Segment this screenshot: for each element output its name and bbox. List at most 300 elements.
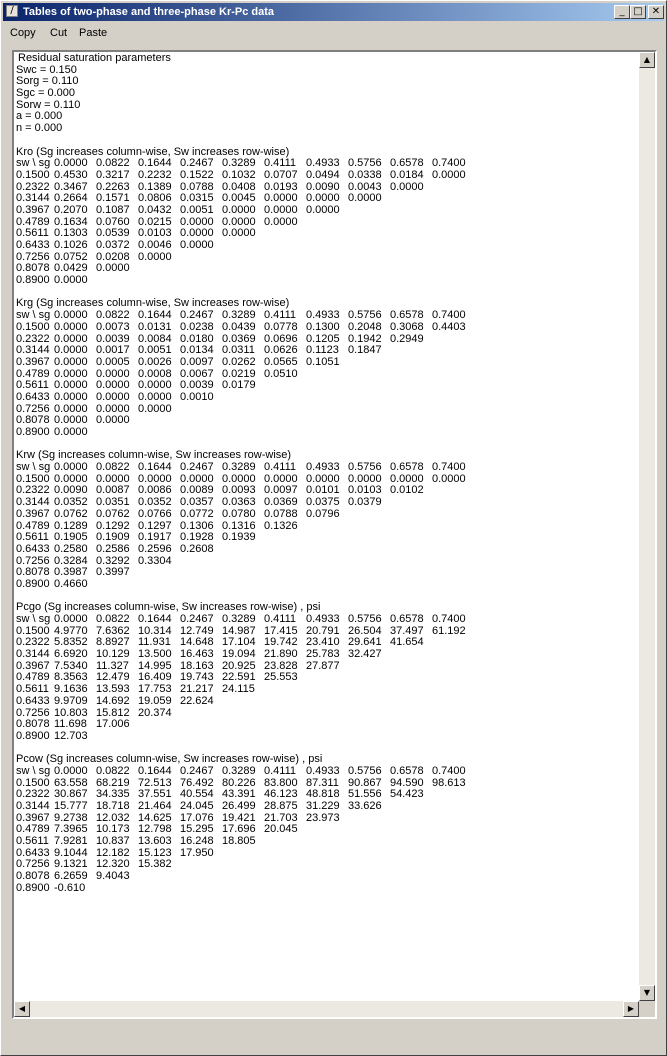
table-cell: 0.0379 (348, 496, 382, 509)
table-cell: 12.798 (138, 823, 172, 836)
scroll-down-icon[interactable]: ▼ (639, 985, 655, 1001)
table-cell: 0.0352 (138, 496, 172, 509)
table-cell: 0.0208 (96, 250, 130, 263)
table-cell: 0.7400 (432, 157, 466, 170)
table-cell: 0.0565 (264, 355, 298, 368)
table-cell: 41.654 (390, 636, 424, 649)
table-cell: 11.327 (96, 659, 129, 672)
table-cell: 18.163 (180, 659, 214, 672)
table-cell: 0.0000 (222, 215, 256, 228)
table-cell: 0.0000 (390, 180, 424, 193)
table-row (16, 883, 638, 895)
table-cell: 43.391 (222, 788, 256, 801)
table-cell: 15.295 (180, 823, 214, 836)
row-label: 0.1500 (16, 776, 50, 789)
table-cell: 80.226 (222, 776, 256, 789)
table-cell: 0.2232 (138, 168, 172, 181)
table-cell: 0.3068 (390, 320, 424, 333)
row-label: 0.5611 (16, 683, 49, 696)
table-cell: 14.692 (96, 694, 130, 707)
table-cell: 0.0184 (390, 168, 424, 181)
table-cell: 25.553 (264, 671, 298, 684)
table-cell: 8.8927 (96, 636, 130, 649)
table-cell: 0.1389 (138, 180, 172, 193)
table-cell: 68.219 (96, 776, 130, 789)
table-cell: 27.877 (306, 659, 340, 672)
table-header-row (16, 766, 638, 778)
table-cell: 0.0051 (180, 203, 214, 216)
table-cell: 0.0788 (180, 180, 214, 193)
table-cell: 0.2586 (96, 542, 130, 555)
table-cell: 0.1087 (96, 203, 130, 216)
table-cell: 15.777 (54, 800, 88, 812)
table-cell: 0.0051 (138, 344, 172, 357)
table-cell: 0.0000 (222, 227, 256, 240)
table-cell: 7.9281 (54, 835, 88, 848)
row-label: 0.3967 (16, 203, 50, 216)
scroll-left-icon[interactable]: ◀ (14, 1001, 30, 1017)
table-cell: 0.1909 (96, 531, 130, 544)
table-cell: 17.696 (222, 823, 256, 836)
table-cell: 0.1644 (138, 461, 172, 474)
table-row (16, 427, 638, 439)
row-label: 0.8078 (16, 718, 50, 731)
table-cell: 12.703 (54, 729, 88, 742)
scroll-right-icon[interactable]: ▶ (623, 1001, 639, 1017)
table-row (16, 801, 638, 813)
table-cell: 0.0766 (138, 507, 172, 520)
table-cell: 4.9770 (54, 624, 88, 637)
status-bar (3, 1027, 664, 1053)
scroll-up-icon[interactable]: ▲ (639, 52, 655, 68)
table-cell: 16.463 (180, 648, 214, 661)
table-row (16, 649, 638, 661)
row-label: sw \ sg (16, 461, 51, 474)
table-cell: 0.0005 (96, 355, 130, 368)
table-cell: 0.0822 (96, 764, 130, 777)
table-cell: 20.045 (264, 823, 298, 836)
table-cell: 0.0000 (96, 379, 130, 392)
table-cell: 54.423 (390, 788, 424, 801)
table-cell: 0.5756 (348, 157, 382, 170)
table-cell: 0.0351 (96, 496, 130, 509)
row-label: 0.6433 (16, 542, 50, 555)
table-cell: 0.0780 (222, 507, 256, 520)
table-cell: 24.045 (180, 800, 214, 812)
menu-copy[interactable]: Copy (10, 27, 36, 39)
table-cell: -0.610 (54, 881, 86, 894)
row-label: 0.8078 (16, 262, 50, 275)
table-cell: 0.0046 (138, 239, 172, 251)
row-label: 0.4789 (16, 823, 50, 836)
table-cell: 0.1644 (138, 764, 172, 777)
table-cell: 0.0219 (222, 367, 256, 380)
table-cell: 0.0000 (54, 472, 88, 485)
row-label: 0.8900 (16, 426, 50, 438)
table-cell: 0.0000 (54, 613, 88, 625)
table-cell: 12.032 (96, 811, 130, 824)
table-cell: 0.0026 (138, 355, 172, 368)
table-cell: 0.0000 (138, 250, 172, 263)
table-cell: 0.0262 (222, 355, 256, 368)
row-label: 0.4789 (16, 367, 50, 380)
table-row (16, 240, 638, 252)
table-cell: 21.217 (180, 683, 214, 696)
table-cell: 0.0000 (222, 472, 256, 485)
table-cell: 0.0134 (180, 344, 214, 357)
table-cell: 0.0707 (264, 168, 298, 181)
table-cell: 14.648 (180, 636, 214, 649)
table-row (16, 205, 638, 217)
row-label: 0.7256 (16, 858, 50, 871)
table-cell: 0.0000 (138, 402, 172, 415)
table-cell: 0.0000 (222, 203, 256, 216)
table-cell: 0.0010 (180, 390, 214, 403)
row-label: 0.3144 (16, 648, 50, 661)
table-cell: 0.0102 (390, 484, 424, 497)
table-cell: 0.1571 (96, 192, 130, 205)
table-cell: 0.0000 (96, 414, 130, 427)
row-label: 0.2322 (16, 636, 50, 649)
close-button[interactable]: ✕ (648, 5, 664, 19)
table-row (16, 170, 638, 182)
table-cell: 0.0822 (96, 309, 130, 322)
table-cell: 0.0806 (138, 192, 172, 205)
table-cell: 0.0131 (138, 320, 172, 333)
table-cell: 24.115 (222, 683, 255, 696)
table-cell: 0.0752 (54, 250, 88, 263)
row-label: 0.1500 (16, 168, 50, 181)
text-view[interactable] (12, 50, 657, 1019)
table-cell: 29.641 (348, 636, 382, 649)
row-label: 0.4789 (16, 519, 50, 532)
table-cell: 10.129 (96, 648, 130, 661)
table-cell: 23.973 (306, 811, 340, 824)
table-cell: 10.314 (138, 624, 172, 637)
table-title: Pcow (Sg increases column-wise, Sw increases row-wise) , psi (16, 753, 323, 766)
table-cell: 15.382 (138, 858, 172, 871)
table-cell: 0.0000 (390, 472, 424, 485)
row-label: 0.6433 (16, 694, 50, 707)
table-cell: 0.3284 (54, 554, 88, 567)
table-cell: 0.0000 (264, 472, 298, 485)
table-cell: 0.1297 (138, 519, 172, 532)
row-label: 0.3144 (16, 496, 50, 509)
table-cell: 0.0097 (264, 484, 298, 497)
table-cell: 0.3217 (96, 168, 130, 181)
table-cell: 0.3289 (222, 613, 256, 625)
row-label: 0.3144 (16, 344, 50, 357)
table-cell: 17.753 (138, 683, 172, 696)
table-cell: 0.0000 (138, 472, 172, 485)
table-cell: 48.818 (306, 788, 340, 801)
table-row (16, 275, 638, 287)
table-cell: 0.1644 (138, 613, 172, 625)
table-cell: 0.0000 (264, 203, 298, 216)
table-title: Krw (Sg increases column-wise, Sw increases row-wise) (16, 449, 292, 462)
table-cell: 12.479 (96, 671, 130, 684)
row-label: 0.3144 (16, 800, 50, 812)
vertical-scrollbar[interactable] (639, 52, 655, 1001)
table-row (16, 696, 638, 708)
table-cell: 21.890 (264, 648, 298, 661)
table-cell: 0.0039 (96, 332, 130, 345)
table-cell: 21.464 (138, 800, 172, 812)
table-cell: 0.0796 (306, 507, 340, 520)
table-cell: 0.1292 (96, 519, 130, 532)
table-cell: 83.800 (264, 776, 298, 789)
residual-line: n = 0.000 (16, 122, 63, 135)
table-cell: 0.1205 (306, 332, 340, 345)
table-cell: 0.0090 (54, 484, 88, 497)
table-cell: 0.0000 (96, 367, 130, 380)
table-cell: 20.925 (222, 659, 256, 672)
table-cell: 0.0369 (222, 332, 256, 345)
table-cell: 0.1905 (54, 531, 88, 544)
table-row (16, 263, 638, 275)
row-label: 0.8900 (16, 274, 50, 287)
table-cell: 0.7400 (432, 764, 466, 777)
table-cell: 19.743 (180, 671, 214, 684)
row-label: 0.2322 (16, 484, 50, 497)
table-cell: 0.1847 (348, 344, 382, 357)
table-cell: 87.311 (306, 776, 339, 789)
residual-heading: Residual saturation parameters (18, 53, 171, 64)
table-cell: 0.0000 (54, 367, 88, 380)
table-cell: 0.0000 (54, 355, 88, 368)
table-cell: 10.803 (54, 706, 88, 719)
table-cell: 0.0000 (54, 274, 88, 287)
table-cell: 0.0238 (180, 320, 214, 333)
table-cell: 17.950 (180, 846, 214, 859)
minimize-button[interactable]: _ (614, 5, 630, 19)
row-label: 0.4789 (16, 215, 50, 228)
table-cell: 0.0000 (54, 461, 88, 474)
table-cell: 0.0408 (222, 180, 256, 193)
table-cell: 0.0822 (96, 461, 130, 474)
table-cell: 0.2664 (54, 192, 88, 205)
table-cell: 0.2949 (390, 332, 424, 345)
table-cell: 0.4111 (264, 309, 297, 322)
row-label: 0.6433 (16, 239, 50, 251)
row-label: 0.3967 (16, 811, 50, 824)
table-cell: 19.742 (264, 636, 298, 649)
table-cell: 26.499 (222, 800, 256, 812)
table-cell: 0.0369 (264, 496, 298, 509)
table-cell: 0.1928 (180, 531, 214, 544)
table-cell: 0.5756 (348, 309, 382, 322)
table-cell: 0.0000 (306, 203, 340, 216)
table-cell: 0.0089 (180, 484, 214, 497)
table-cell: 0.1942 (348, 332, 382, 345)
table-cell: 0.0315 (180, 192, 214, 205)
table-cell: 9.2738 (54, 811, 88, 824)
table-cell: 0.0193 (264, 180, 298, 193)
blank-line (16, 135, 638, 147)
table-cell: 76.492 (180, 776, 214, 789)
table-row (16, 322, 638, 334)
table-cell: 90.867 (348, 776, 382, 789)
table-cell: 40.554 (180, 788, 214, 801)
table-cell: 15.123 (138, 846, 172, 859)
table-cell: 0.1917 (138, 531, 172, 544)
table-cell: 51.556 (348, 788, 382, 801)
table-row (16, 579, 638, 591)
row-label: 0.5611 (16, 379, 49, 392)
table-cell: 0.1634 (54, 215, 88, 228)
row-label: sw \ sg (16, 764, 51, 777)
table-row (16, 415, 638, 427)
row-label: 0.8078 (16, 566, 50, 579)
table-cell: 0.6578 (390, 613, 424, 625)
table-row (16, 836, 638, 848)
horizontal-scrollbar[interactable] (14, 1001, 639, 1017)
table-cell: 6.2659 (54, 870, 88, 883)
table-cell: 0.5756 (348, 461, 382, 474)
table-cell: 72.513 (138, 776, 172, 789)
row-label: 0.5611 (16, 835, 49, 848)
table-cell: 0.0762 (96, 507, 130, 520)
table-cell: 0.1326 (264, 519, 298, 532)
table-cell: 0.1303 (54, 227, 88, 240)
table-cell: 9.9709 (54, 694, 88, 707)
table-cell: 17.104 (222, 636, 256, 649)
table-cell: 11.698 (54, 718, 87, 731)
row-label: 0.2322 (16, 788, 50, 801)
row-label: 0.2322 (16, 332, 50, 345)
table-cell: 94.590 (390, 776, 424, 789)
row-label: 0.1500 (16, 320, 50, 333)
row-label: 0.2322 (16, 180, 50, 193)
table-cell: 16.248 (180, 835, 214, 848)
table-row (16, 731, 638, 743)
table-cell: 28.875 (264, 800, 298, 812)
table-cell: 12.320 (96, 858, 130, 871)
table-cell: 20.791 (306, 624, 340, 637)
table-cell: 0.0000 (180, 472, 214, 485)
table-cell: 0.0000 (180, 215, 214, 228)
table-row (16, 544, 638, 556)
table-cell: 0.1939 (222, 531, 256, 544)
table-cell: 0.4111 (264, 461, 297, 474)
table-cell: 21.703 (264, 811, 298, 824)
table-title: Pcgo (Sg increases column-wise, Sw increases row-wise) , psi (16, 601, 321, 614)
table-cell: 9.1044 (54, 846, 88, 859)
row-label: 0.8078 (16, 870, 50, 883)
table-cell: 0.4933 (306, 613, 340, 625)
table-cell: 14.625 (138, 811, 172, 824)
table-cell: 0.0000 (54, 309, 88, 322)
table-cell: 0.0008 (138, 367, 172, 380)
table-cell: 37.497 (390, 624, 424, 637)
table-cell: 0.0097 (180, 355, 214, 368)
table-cell: 13.500 (138, 648, 172, 661)
table-cell: 8.3563 (54, 671, 88, 684)
row-label: 0.3144 (16, 192, 50, 205)
table-cell: 0.4403 (432, 320, 466, 333)
table-cell: 0.0000 (138, 390, 172, 403)
table-cell: 0.0778 (264, 320, 298, 333)
table-cell: 9.4043 (96, 870, 130, 883)
row-label: 0.8900 (16, 729, 50, 742)
table-cell: 0.1289 (54, 519, 88, 532)
table-cell: 0.2580 (54, 542, 88, 555)
table-cell: 0.2467 (180, 461, 214, 474)
table-cell: 0.5756 (348, 764, 382, 777)
table-row (16, 719, 638, 731)
table-cell: 15.812 (96, 706, 130, 719)
table-cell: 0.0039 (180, 379, 214, 392)
table-cell: 16.409 (138, 671, 172, 684)
table-cell: 34.335 (96, 788, 130, 801)
table-cell: 0.0000 (138, 379, 172, 392)
table-row (16, 871, 638, 883)
table-cell: 0.0093 (222, 484, 256, 497)
table-cell: 26.504 (348, 624, 382, 637)
table-row (16, 392, 638, 404)
table-cell: 0.0762 (54, 507, 88, 520)
maximize-button[interactable]: □ (630, 5, 646, 19)
table-cell: 0.0000 (432, 168, 466, 181)
table-cell: 0.0000 (54, 332, 88, 345)
table-cell: 0.3289 (222, 157, 256, 170)
row-label: 0.5611 (16, 531, 49, 544)
table-cell: 0.0000 (54, 379, 88, 392)
table-cell: 0.2467 (180, 764, 214, 777)
table-cell: 22.624 (180, 694, 214, 707)
table-cell: 0.0180 (180, 332, 214, 345)
table-cell: 0.0000 (264, 192, 298, 205)
table-cell: 0.0311 (222, 344, 255, 357)
title-bar[interactable] (3, 3, 664, 21)
table-cell: 0.0103 (138, 227, 172, 240)
table-title: Kro (Sg increases column-wise, Sw increases row-wise) (16, 145, 290, 158)
table-cell: 0.0045 (222, 192, 256, 205)
table-cell: 0.0439 (222, 320, 256, 333)
text-content[interactable] (16, 53, 638, 1003)
app-icon[interactable]: / (6, 5, 18, 17)
table-cell: 0.2608 (180, 542, 214, 555)
table-cell: 0.4933 (306, 309, 340, 322)
row-label: 0.3967 (16, 355, 50, 368)
table-cell: 0.0103 (348, 484, 382, 497)
table-cell: 0.1644 (138, 157, 172, 170)
table-cell: 0.2596 (138, 542, 172, 555)
table-cell: 0.1032 (222, 168, 256, 181)
table-cell: 18.718 (96, 800, 130, 812)
table-cell: 7.6362 (96, 624, 130, 637)
scrollbar-corner (639, 1001, 655, 1017)
menu-cut[interactable]: Cut (50, 27, 68, 39)
table-cell: 0.3467 (54, 180, 88, 193)
table-title: Krg (Sg increases column-wise, Sw increases row-wise) (16, 297, 290, 310)
table-header-row (16, 462, 638, 474)
table-cell: 0.0000 (54, 426, 88, 438)
table-cell: 0.1306 (180, 519, 214, 532)
table-cell: 17.415 (264, 624, 298, 637)
table-cell: 0.3289 (222, 309, 256, 322)
row-label: 0.7256 (16, 250, 50, 263)
table-cell: 17.006 (96, 718, 130, 731)
table-cell: 0.4933 (306, 157, 340, 170)
row-label: sw \ sg (16, 309, 51, 322)
table-cell: 0.3997 (96, 566, 130, 579)
menu-paste[interactable]: Paste (79, 27, 108, 39)
table-header-row (16, 614, 638, 626)
row-label: 0.3967 (16, 659, 50, 672)
table-cell: 0.0000 (306, 192, 340, 205)
table-cell: 0.0000 (54, 414, 88, 427)
